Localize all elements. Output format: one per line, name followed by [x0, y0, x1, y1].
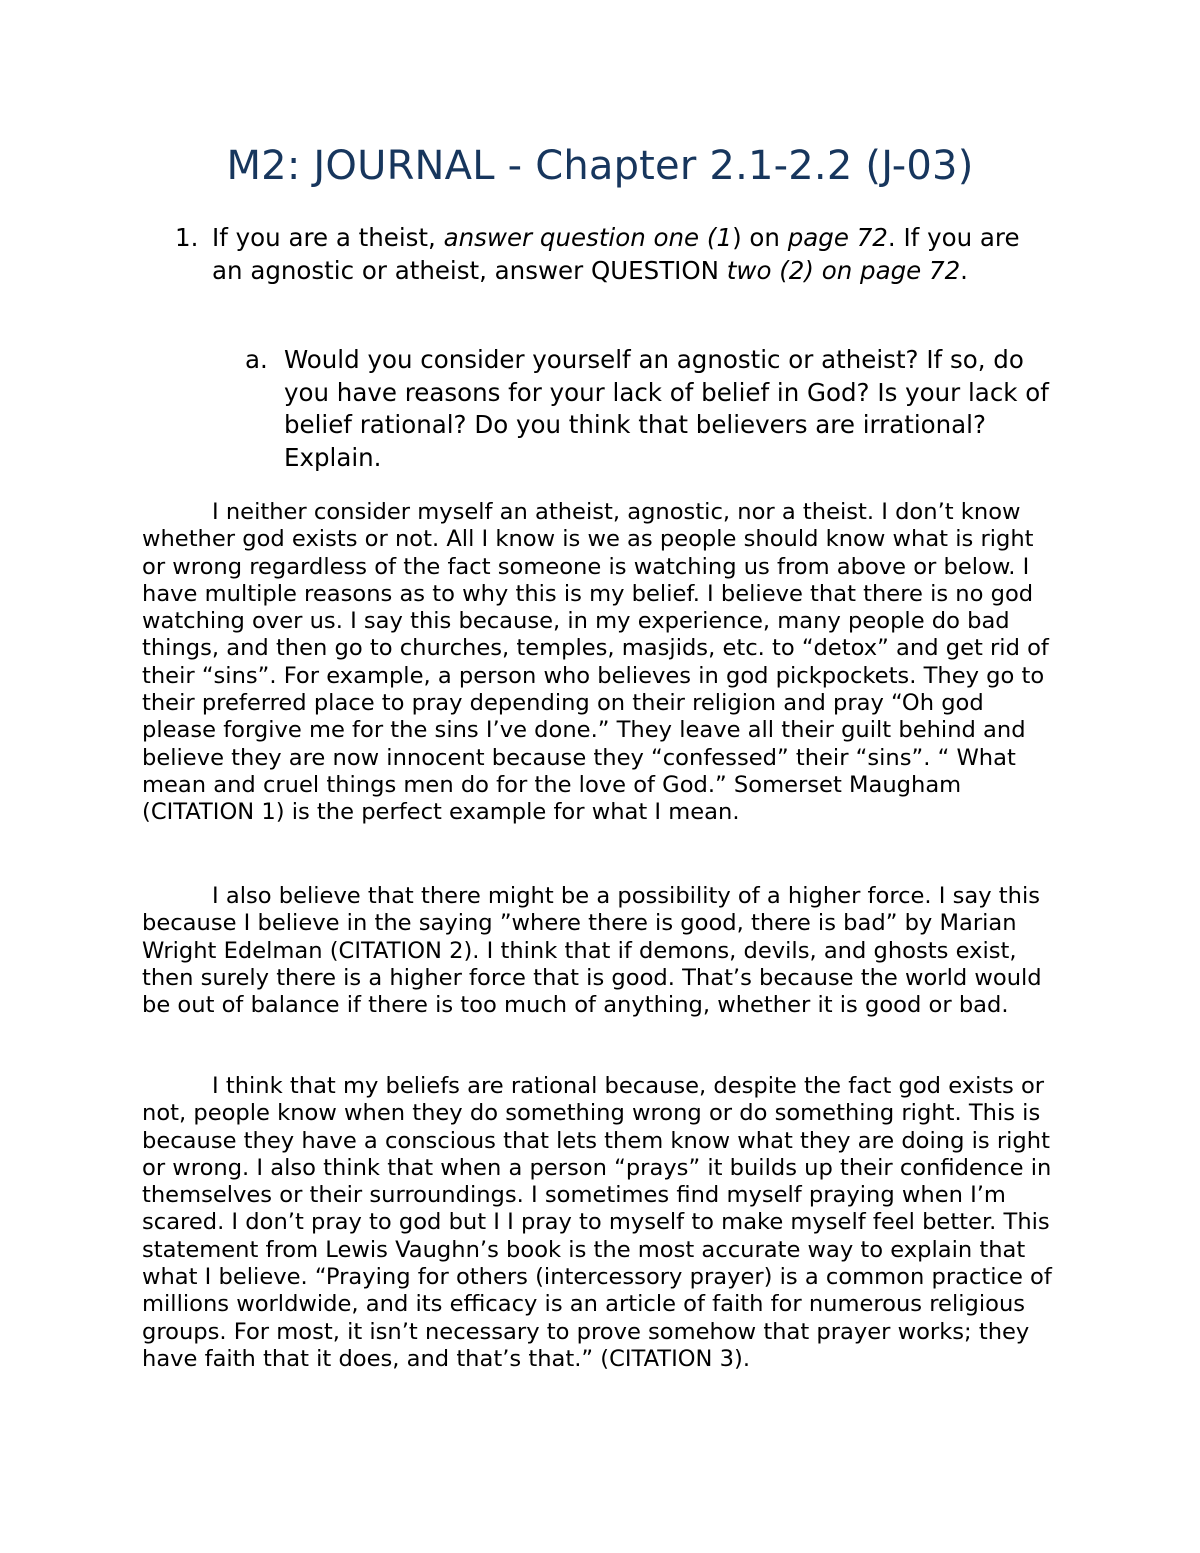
page-title: M2: JOURNAL - Chapter 2.1-2.2 (J-03) — [226, 143, 974, 189]
question-1-text-part: If you are a theist, — [212, 223, 444, 252]
question-1-text-part: . If you are an agnostic or atheist, answer QUESTION — [212, 223, 1020, 285]
sub-question-a-text: Would you consider yourself an agnostic or atheist? If so, do you have reasons for your lack of belief in God? Is your lack of belief rational? Do you think that believers are irrational? Explain. — [284, 345, 1049, 472]
question-1-emphasis: two (2) on page 72 — [726, 255, 961, 285]
question-1-text-part: ) on — [732, 223, 788, 252]
sub-question-a-letter: a. — [245, 345, 268, 374]
question-1-number: 1. — [175, 223, 199, 252]
answer-paragraph-3: I think that my beliefs are rational because, despite the fact god exists or not, people know when they do something wrong or do something right. This is because they have a conscious that lets them know what they are doing is right or wrong. I also think that when a person “prays” it builds up their confidence in themselves or their surroundings. I sometimes find myself praying when I’m scared. I don’t pray to god but I I pray to myself to make myself feel better. This statement from Lewis Vaughn’s book is the most accurate way to explain that what I believe. “Praying for others (intercessory prayer) is a common practice of millions worldwide, and its efficacy is an article of faith for numerous religious groups. For most, it isn’t necessary to prove somehow that prayer works; they have faith that it does, and that’s that.” (CITATION 3). — [142, 1073, 1052, 1372]
sub-question-a — [245, 344, 1065, 474]
question-1-text-part: . — [960, 255, 968, 285]
answer-paragraph-2: I also believe that there might be a possibility of a higher force. I say this because I believe in the saying ”where there is good, there is bad” by Marian Wright Edelman (CITATION 2). I think that if demons, devils, and ghosts exist, then surely there is a higher force that is good. That’s because the world would be out of balance if there is too much of anything, whether it is good or bad. — [142, 883, 1042, 1019]
question-1-text — [212, 222, 1055, 287]
question-1-emphasis: page 72 — [787, 223, 888, 252]
question-1-emphasis: answer question one (1 — [443, 223, 733, 252]
question-1 — [175, 222, 1055, 287]
answer-paragraph-1: I neither consider myself an atheist, agnostic, nor a theist. I don’t know whether god exists or not. All I know is we as people should know what is right or wrong regardless of the fact someone is watching us from above or below. I have multiple reasons as to why this is my belief. I believe that there is no god watching over us. I say this because, in my experience, many people do bad things, and then go to churches, temples, masjids, etc. to “detox” and get rid of their “sins”. For example, a person who believes in god pickpockets. They go to their preferred place to pray depending on their religion and pray “Oh god please forgive me for the sins I’ve done.” They leave all their guilt behind and believe they are now innocent because they “confessed” their “sins”. “ What mean and cruel things men do for the love of God.” Somerset Maugham (CITATION 1) is the perfect example for what I mean. — [142, 499, 1049, 826]
